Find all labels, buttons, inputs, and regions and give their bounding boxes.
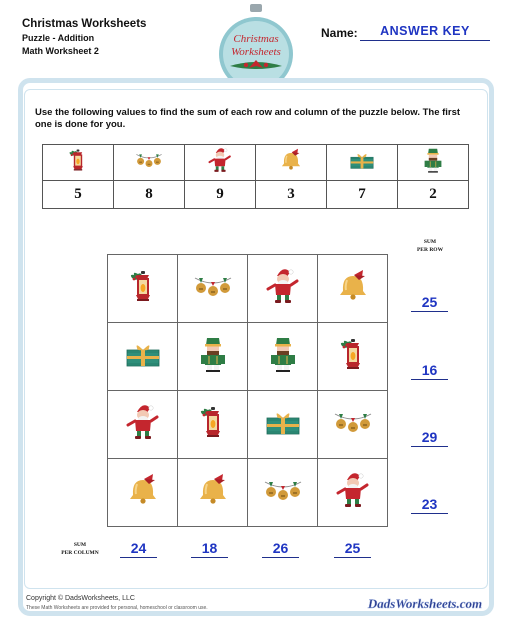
bells-icon	[263, 470, 303, 510]
puzzle-cell	[108, 323, 178, 391]
nutcracker-icon	[419, 146, 447, 174]
column-sum-answer[interactable]: 18	[191, 540, 228, 558]
bells-icon	[135, 146, 163, 174]
key-cell	[256, 145, 327, 181]
sum-per-column-label-line1: SUM	[73, 542, 87, 548]
elf-icon	[333, 470, 373, 510]
disclaimer-text: These Math Worksheets are provided for personal, homeschool or classroom use.	[26, 605, 208, 611]
puzzle-grid	[107, 254, 388, 527]
key-value: 2	[398, 181, 469, 209]
gift-icon	[263, 402, 303, 442]
sum-per-row-label-line1: SUM	[423, 239, 437, 245]
bell-icon	[193, 470, 233, 510]
worksheet-number: Math Worksheet 2	[22, 46, 99, 56]
puzzle-cell	[248, 391, 318, 459]
brand-logo-text: DadsWorksheets.com	[367, 596, 483, 611]
puzzle-cell	[178, 255, 248, 323]
sum-per-row-label	[410, 238, 450, 254]
gift-icon	[123, 334, 163, 374]
name-label: Name:	[321, 26, 358, 40]
key-value: 8	[114, 181, 185, 209]
gift-icon	[348, 146, 376, 174]
bell-icon	[277, 146, 305, 174]
row-sum-answer[interactable]: 23	[411, 496, 448, 514]
key-value: 7	[327, 181, 398, 209]
name-field[interactable]: ANSWER KEY	[360, 24, 490, 41]
bell-icon	[333, 266, 373, 306]
bells-icon	[333, 402, 373, 442]
instructions: Use the following values to find the sum of each row and column of the puzzle below. The first one is done for you.	[35, 107, 461, 130]
sum-per-row-label-line2: PER ROW	[416, 247, 444, 253]
key-cell	[43, 145, 114, 181]
puzzle-cell	[318, 391, 388, 459]
value-key-table	[42, 144, 469, 209]
puzzle-cell	[178, 391, 248, 459]
key-cell	[114, 145, 185, 181]
nutcracker-icon	[193, 334, 233, 374]
row-sum-answer[interactable]: 16	[411, 362, 448, 380]
puzzle-cell	[318, 323, 388, 391]
column-sum-answer[interactable]: 26	[262, 540, 299, 558]
puzzle-cell	[178, 459, 248, 527]
puzzle-cell	[248, 255, 318, 323]
lantern-icon	[333, 334, 373, 374]
copyright-text: Copyright © DadsWorksheets, LLC	[26, 595, 135, 602]
lantern-icon	[193, 402, 233, 442]
puzzle-cell	[248, 323, 318, 391]
lantern-icon	[64, 146, 92, 174]
key-cell	[398, 145, 469, 181]
sum-per-column-label	[52, 541, 108, 557]
lantern-icon	[123, 266, 163, 306]
puzzle-cell	[318, 459, 388, 527]
elf-icon	[263, 266, 303, 306]
column-sum-answer[interactable]: 24	[120, 540, 157, 558]
puzzle-cell	[108, 459, 178, 527]
nutcracker-icon	[263, 334, 303, 374]
puzzle-cell	[108, 391, 178, 459]
key-value: 3	[256, 181, 327, 209]
worksheet-header	[22, 17, 146, 58]
ornament-text-christmas: Christmas	[233, 33, 279, 45]
puzzle-cell	[318, 255, 388, 323]
worksheet-title: Christmas Worksheets	[22, 18, 147, 30]
bell-icon	[123, 470, 163, 510]
sum-per-column-label-line2: PER COLUMN	[61, 550, 99, 556]
key-cell	[185, 145, 256, 181]
key-cell	[327, 145, 398, 181]
row-sum-answer[interactable]: 29	[411, 429, 448, 447]
puzzle-cell	[248, 459, 318, 527]
puzzle-cell	[108, 255, 178, 323]
elf-icon	[206, 146, 234, 174]
column-sum-answer[interactable]: 25	[334, 540, 371, 558]
puzzle-cell	[178, 323, 248, 391]
dadsworksheets-logo	[360, 594, 490, 612]
key-value: 5	[43, 181, 114, 209]
row-sum-answer[interactable]: 25	[411, 294, 448, 312]
elf-icon	[123, 402, 163, 442]
key-value: 9	[185, 181, 256, 209]
bells-icon	[193, 266, 233, 306]
worksheet-subtitle: Puzzle - Addition	[22, 33, 95, 43]
ornament-text-worksheets: Worksheets	[231, 46, 281, 58]
